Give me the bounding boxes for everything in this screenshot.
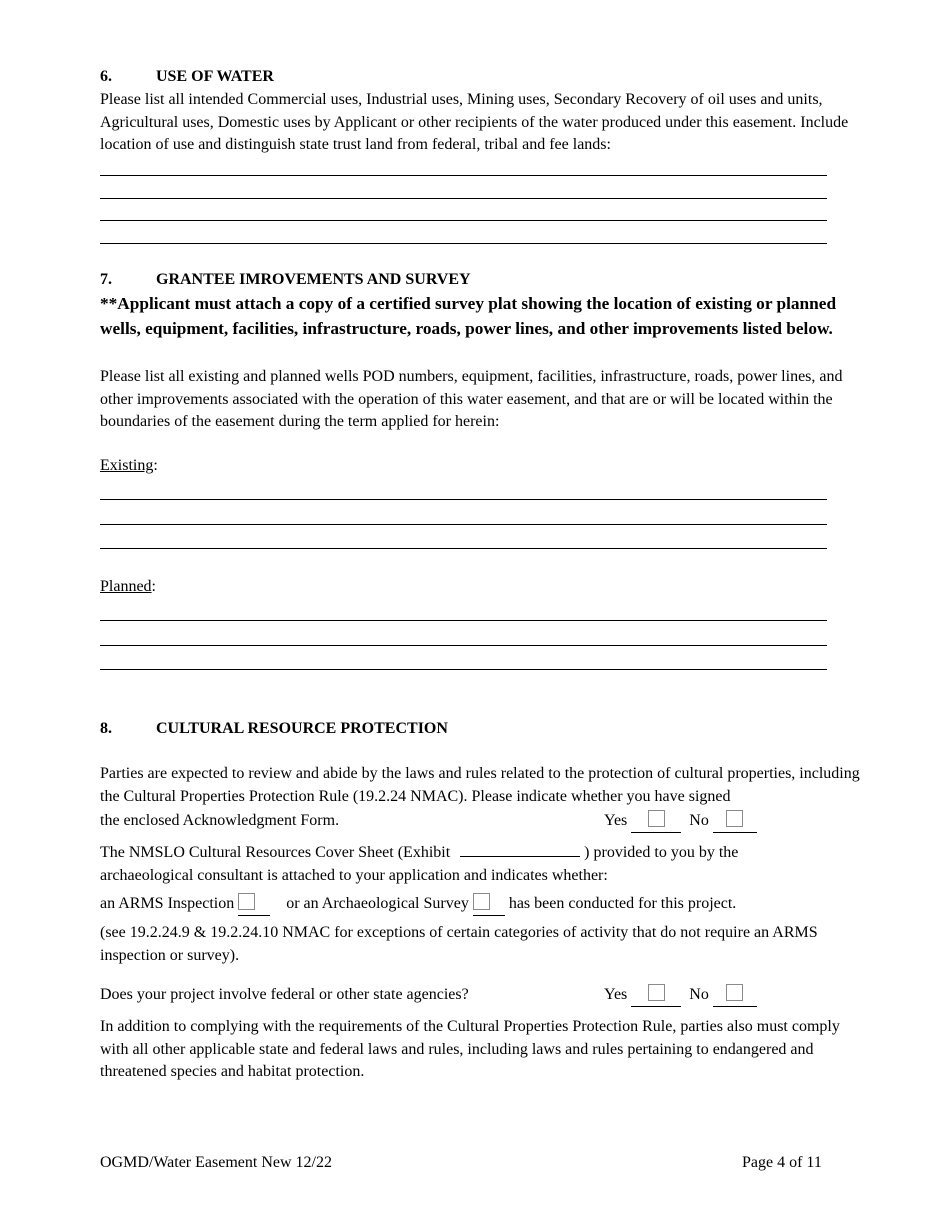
acknowledgment-last-line: the enclosed Acknowledgment Form.	[100, 812, 340, 829]
section-8-number: 8.	[100, 720, 112, 737]
existing-line-1[interactable]	[100, 499, 827, 500]
planned-label-row	[100, 578, 156, 596]
exceptions-note: (see 19.2.24.9 & 19.2.24.10 NMAC for exceptions of certain categories of activity that do not require an ARMS inspection or survey).	[100, 924, 818, 964]
section-8-header	[100, 720, 448, 738]
cover-sheet-line	[100, 842, 738, 864]
agencies-yes-checkbox[interactable]	[648, 984, 665, 1001]
section-6-instructions: Please list all intended Commercial uses, Industrial uses, Mining uses, Secondary Recovery of oil uses and units, Agricultural uses, Domestic uses by Applicant or other recipients of the water produced under this easement. Include location of use and distinguish state trust land from federal, tribal and fee lands:	[100, 91, 849, 153]
use-of-water-line-2[interactable]	[100, 198, 827, 199]
use-of-water-line-4[interactable]	[100, 243, 827, 244]
section-6-title: USE OF WATER	[156, 68, 274, 85]
existing-line-2[interactable]	[100, 524, 827, 525]
agencies-question: Does your project involve federal or other state agencies?	[100, 986, 469, 1003]
acknowledgment-paragraph: Parties are expected to review and abide by the laws and rules related to the protection of cultural properties, including the Cultural Properties Protection Rule (19.2.24 NMAC). Please indicate whether you have signed	[100, 765, 860, 805]
arms-inspection-label: an ARMS Inspection	[100, 895, 235, 912]
agencies-yes-label: Yes	[604, 986, 628, 1003]
section-7-instructions: Please list all existing and planned wells POD numbers, equipment, facilities, infrastructure, roads, power lines, and other improvements associated with the operation of this water easement, and that are or will be located within the boundaries of the easement during the term applied for herein:	[100, 368, 843, 430]
existing-label-row	[100, 457, 158, 475]
planned-colon: :	[151, 578, 156, 595]
section-7-number: 7.	[100, 271, 112, 288]
agencies-yes-no	[604, 984, 757, 1007]
agencies-no-checkbox[interactable]	[726, 984, 743, 1001]
arms-line	[100, 893, 736, 916]
existing-colon: :	[153, 457, 158, 474]
footer-form-id: OGMD/Water Easement New 12/22	[100, 1154, 332, 1171]
cover-sheet-text-b: ) provided to you by the	[584, 844, 739, 861]
agencies-no-label: No	[689, 986, 709, 1003]
use-of-water-line-3[interactable]	[100, 220, 827, 221]
archaeological-survey-checkbox[interactable]	[473, 893, 490, 910]
survey-plat-notice: **Applicant must attach a copy of a certified survey plat showing the location of existing or planned wells, equipment, facilities, infrastructure, roads, power lines, and other improvements listed below.	[100, 294, 837, 338]
acknowledgment-yes-no	[604, 810, 757, 833]
section-8-title: CULTURAL RESOURCE PROTECTION	[156, 720, 448, 737]
section-7-title: GRANTEE IMROVEMENTS AND SURVEY	[156, 271, 471, 288]
section-7-header	[100, 271, 471, 289]
acknowledgment-yes-label: Yes	[604, 812, 628, 829]
arms-line-end: has been conducted for this project.	[508, 895, 737, 912]
planned-line-2[interactable]	[100, 645, 827, 646]
archaeological-survey-label: or an Archaeological Survey	[286, 895, 469, 912]
footer-page-number: Page 4 of 11	[742, 1154, 822, 1171]
use-of-water-line-1[interactable]	[100, 175, 827, 176]
exhibit-field[interactable]	[460, 856, 580, 857]
arms-inspection-checkbox[interactable]	[238, 893, 255, 910]
planned-line-1[interactable]	[100, 620, 827, 621]
acknowledgment-yes-checkbox[interactable]	[648, 810, 665, 827]
existing-label: Existing	[100, 457, 154, 474]
existing-line-3[interactable]	[100, 548, 827, 549]
planned-label: Planned	[100, 578, 152, 595]
closing-paragraph: In addition to complying with the requirements of the Cultural Properties Protection Rule, parties also must comply with all other applicable state and federal laws and rules, including laws and rules pertaining to endangered and threatened species and habitat protection.	[100, 1018, 840, 1080]
acknowledgment-no-label: No	[689, 812, 709, 829]
planned-line-3[interactable]	[100, 669, 827, 670]
section-6-number: 6.	[100, 68, 112, 85]
section-6-header	[100, 68, 274, 86]
cover-sheet-text-c: archaeological consultant is attached to your application and indicates whether:	[100, 867, 608, 884]
cover-sheet-text-a: The NMSLO Cultural Resources Cover Sheet (Exhibit	[100, 844, 451, 861]
acknowledgment-no-checkbox[interactable]	[726, 810, 743, 827]
